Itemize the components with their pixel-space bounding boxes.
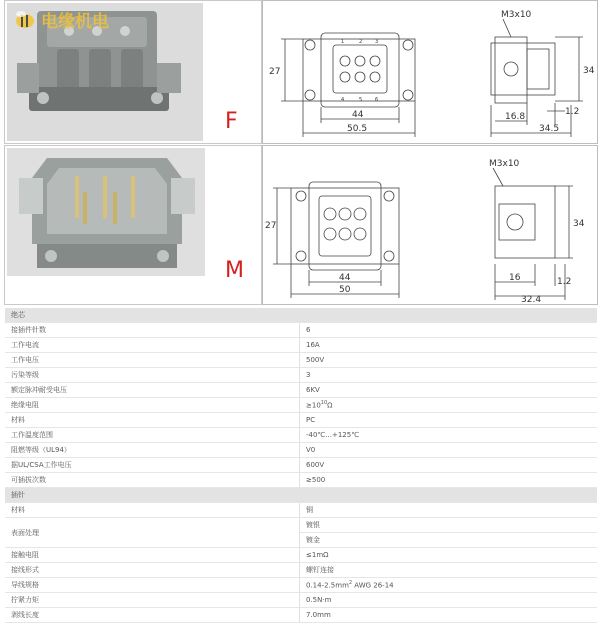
front-inner-width-dim: 44 (352, 110, 364, 120)
table-row: 绝缘电阻 $\ge 10^{10}\Omega$ (5, 398, 597, 413)
pin-number: 6 (375, 97, 379, 103)
female-photo-panel (4, 0, 262, 144)
side-gap-dim: 1.2 (557, 277, 572, 287)
side-screw-label: M3x10 (501, 10, 532, 20)
table-row: 额定脉冲耐受电压 6KV (5, 383, 597, 398)
table-row: 阻燃等级（UL94） V0 (5, 443, 597, 458)
section-header: 绝芯 (5, 308, 597, 323)
variant-letter-f: F (225, 109, 238, 134)
table-row: 据UL/CSA工作电压 600V (5, 458, 597, 473)
table-row: 导线规格 $0.14-2.5mm^2$ AWG 26-14 (5, 578, 597, 593)
table-row: 表面处理 镀银 (5, 518, 597, 533)
side-screw-label: M3x10 (489, 159, 520, 169)
table-row: 材料 PC (5, 413, 597, 428)
female-connector-photo (7, 3, 203, 141)
male-side-drawing (423, 146, 599, 304)
variant-letter-m: M (225, 258, 244, 283)
table-row: 工作温度范围 -40℃...+125℃ (5, 428, 597, 443)
table-row: 剥线长度 7.0mm (5, 608, 597, 623)
table-row: 可插拔次数 ≥500 (5, 473, 597, 488)
bee-logo-icon (13, 10, 37, 30)
front-total-width-dim: 50.5 (347, 124, 368, 134)
side-depth-dim: 16.8 (505, 112, 526, 122)
table-row: 污染等级 3 (5, 368, 597, 383)
front-total-width-dim: 50 (339, 285, 351, 295)
side-total-dim: 34.5 (539, 124, 560, 134)
section-header: 插针 (5, 488, 597, 503)
table-row: 工作电流 16A (5, 338, 597, 353)
watermark-text: 电缘机电 (41, 12, 109, 32)
side-depth-dim: 16 (509, 273, 521, 283)
spec-table (5, 308, 597, 623)
front-height-dim: 27 (269, 67, 281, 77)
side-total-dim: 32.4 (521, 295, 542, 304)
pin-number: 1 (341, 39, 345, 45)
male-photo-panel (4, 145, 262, 305)
front-inner-width-dim: 44 (339, 273, 351, 283)
female-front-drawing (263, 1, 423, 143)
side-height-dim: 34 (573, 219, 585, 229)
table-row: 材料 铜 (5, 503, 597, 518)
watermark (13, 7, 109, 32)
table-row: 接插件针数 6 (5, 323, 597, 338)
front-height-dim: 27 (265, 221, 277, 231)
table-row: 镀金 (5, 533, 597, 548)
table-row: 接触电阻 ≤1mΩ (5, 548, 597, 563)
side-gap-dim: 1.2 (565, 107, 580, 117)
pin-number: 2 (359, 39, 363, 45)
male-front-drawing (263, 146, 423, 304)
pin-number: 5 (359, 97, 363, 103)
pin-number: 4 (341, 97, 345, 103)
female-drawing-panel (262, 0, 598, 144)
female-side-drawing (423, 1, 599, 143)
side-height-dim: 34 (583, 66, 595, 76)
table-row: 接线形式 螺钉连接 (5, 563, 597, 578)
male-connector-photo (7, 148, 205, 276)
male-drawing-panel (262, 145, 598, 305)
table-row: 工作电压 500V (5, 353, 597, 368)
table-row: 拧紧力矩 0.5N·m (5, 593, 597, 608)
pin-number: 3 (375, 39, 379, 45)
